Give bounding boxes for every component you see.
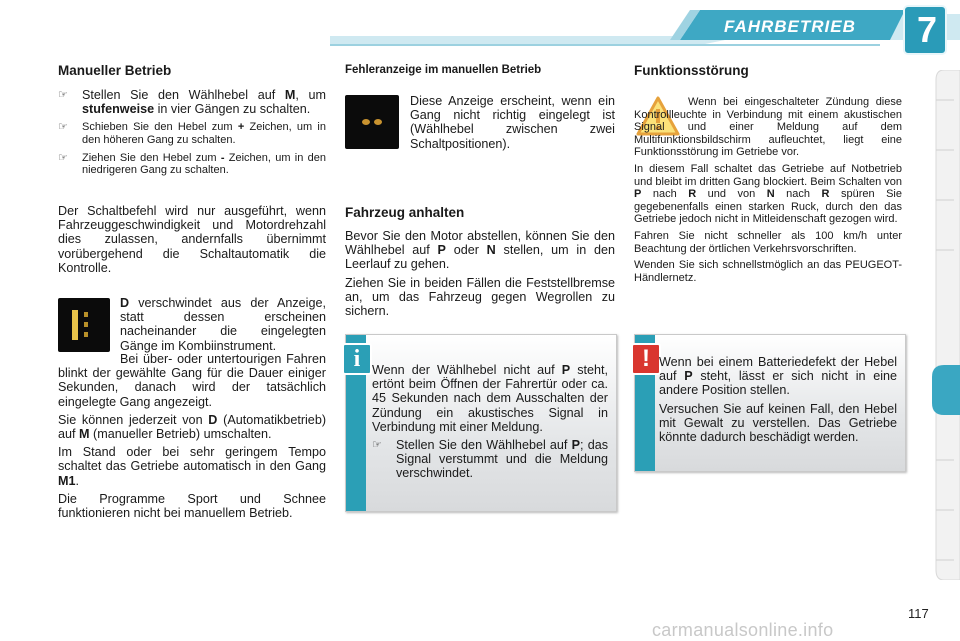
pointing-hand-icon: ☞ bbox=[58, 121, 68, 134]
warning-para-1: Wenn bei einem Batteriedefekt der Hebel auf P steht, lässt er sich nicht in eine andere Position stellen. bbox=[659, 355, 898, 398]
para-programme: Die Programme Sport und Schnee funktionieren nicht bei manuellem Betrieb. bbox=[58, 491, 326, 521]
col1-lower-text bbox=[58, 352, 326, 524]
col1-bullets bbox=[58, 88, 326, 182]
heading-manueller-betrieb: Manueller Betrieb bbox=[58, 63, 172, 78]
info-para: Wenn der Wählhebel nicht auf P steht, ertönt beim Öffnen der Fahrertür oder ca. 45 Sekunden nach dem Ausschalten der Zündung ein akustisches Signal in Verbindung mit einer Meldung. bbox=[372, 363, 608, 434]
bullet-item: ☞ Ziehen Sie den Hebel zum - Zeichen, um in den niedrigeren Gang zu schalten. bbox=[58, 151, 326, 177]
info-bullet: ☞ Stellen Sie den Wählhebel auf P; das Signal verstummt und die Meldung verschwindet. bbox=[372, 438, 608, 481]
col3-text bbox=[634, 96, 902, 288]
para-kontrollleuchte: Wenn bei eingeschalteter Zündung diese Kontrollleuchte in Verbindung mit einem akustischen Signal und einer Meldung auf dem Multifunktionsbildschirm aufleuchtet, liegt eine Funktionsstörung im Getriebe vor. bbox=[634, 96, 902, 159]
info-icon: i bbox=[342, 343, 372, 375]
pointing-hand-icon: ☞ bbox=[372, 439, 382, 452]
info-box bbox=[345, 334, 617, 512]
fault-display-image bbox=[345, 95, 399, 149]
bullet-item: ☞ Stellen Sie den Wählhebel auf M, um stufenweise in vier Gängen zu schalten. bbox=[58, 88, 326, 117]
warning-para-2: Versuchen Sie auf keinen Fall, den Hebel mit Gewalt zu verstellen. Das Getriebe könnte dadurch beschädigt werden. bbox=[659, 401, 897, 445]
gear-display-image bbox=[58, 298, 110, 352]
chapter-title: FAHRBETRIEB bbox=[724, 17, 856, 36]
chapter-number: 7 bbox=[916, 9, 938, 50]
para-geschwindigkeit: Fahren Sie nicht schneller als 100 km/h unter Beachtung der örtlichen Verkehrsvorschriften. bbox=[634, 229, 902, 255]
heading-fehleranzeige: Fehleranzeige im manuellen Betrieb bbox=[345, 64, 542, 76]
para-motor-abstellen: Bevor Sie den Motor abstellen, können Sie den Wählhebel auf P oder N stellen, um in den Leerlauf zu gehen. bbox=[345, 229, 615, 272]
para-anzeige-erscheint: Diese Anzeige erscheint, wenn ein Gang nicht richtig eingelegt ist (Wählhebel zwischen zwei Schaltpositionen). bbox=[410, 94, 615, 151]
para-haendlernetz: Wenden Sie sich schnellstmöglich an das PEUGEOT-Händlernetz. bbox=[634, 259, 902, 284]
watermark: carmanualsonline.info bbox=[652, 620, 834, 640]
info-text bbox=[372, 363, 608, 486]
para-feststellbremse: Ziehen Sie in beiden Fällen die Feststellbremse an, um das Fahrzeug gegen Wegrollen zu sichern. bbox=[345, 275, 615, 319]
heading-funktionsstoerung: Funktionsstörung bbox=[634, 63, 749, 78]
page-number: 117 bbox=[908, 606, 929, 621]
para-stand: Im Stand oder bei sehr geringem Tempo schaltet das Getriebe automatisch in den Gang M1. bbox=[58, 445, 326, 488]
para-umschalten: Sie können jederzeit von D (Automatikbetrieb) auf M (manueller Betrieb) umschalten. bbox=[58, 412, 327, 442]
para-ueber-untertourig: Bei über- oder untertourigen Fahren blinkt der gewählte Gang für die Dauer einiger Sekunden, danach wird der tatsächlich eingelegte Gang angezeigt. bbox=[58, 352, 326, 409]
pointing-hand-icon: ☞ bbox=[58, 151, 68, 164]
bullet-item: ☞ Schieben Sie den Hebel zum + Zeichen, um in den höheren Gang zu schalten. bbox=[58, 121, 326, 146]
pointing-hand-icon: ☞ bbox=[58, 89, 68, 101]
col2-text bbox=[345, 229, 615, 322]
para-notbetrieb: In diesem Fall schaltet das Getriebe auf Notbetrieb und bleibt im dritten Gang blockiert. Beim Schalten von P nach R und von N nach R spüren Sie gegebenenfalls einen starken Ruck, durch den das Getriebe jedoch nicht in Mitleidenschaft gezogen wird. bbox=[634, 162, 902, 226]
warning-box bbox=[634, 334, 906, 472]
warning-text bbox=[659, 355, 897, 448]
exclamation-icon: ! bbox=[631, 343, 661, 375]
heading-fahrzeug-anhalten: Fahrzeug anhalten bbox=[345, 205, 465, 220]
chapter-tab-strip bbox=[930, 70, 960, 580]
para-d-verschwindet: D verschwindet aus der Anzeige, statt dessen erscheinen nacheinander die eingelegten Gänge im Kombiinstrument. bbox=[120, 296, 326, 353]
para-schaltbefehl: Der Schaltbefehl wird nur ausgeführt, wenn Fahrzeuggeschwindigkeit und Motordrehzahl dies zulassen, andernfalls übernimmt vorübergehend die Schaltautomatik die Kontrolle. bbox=[58, 204, 326, 275]
